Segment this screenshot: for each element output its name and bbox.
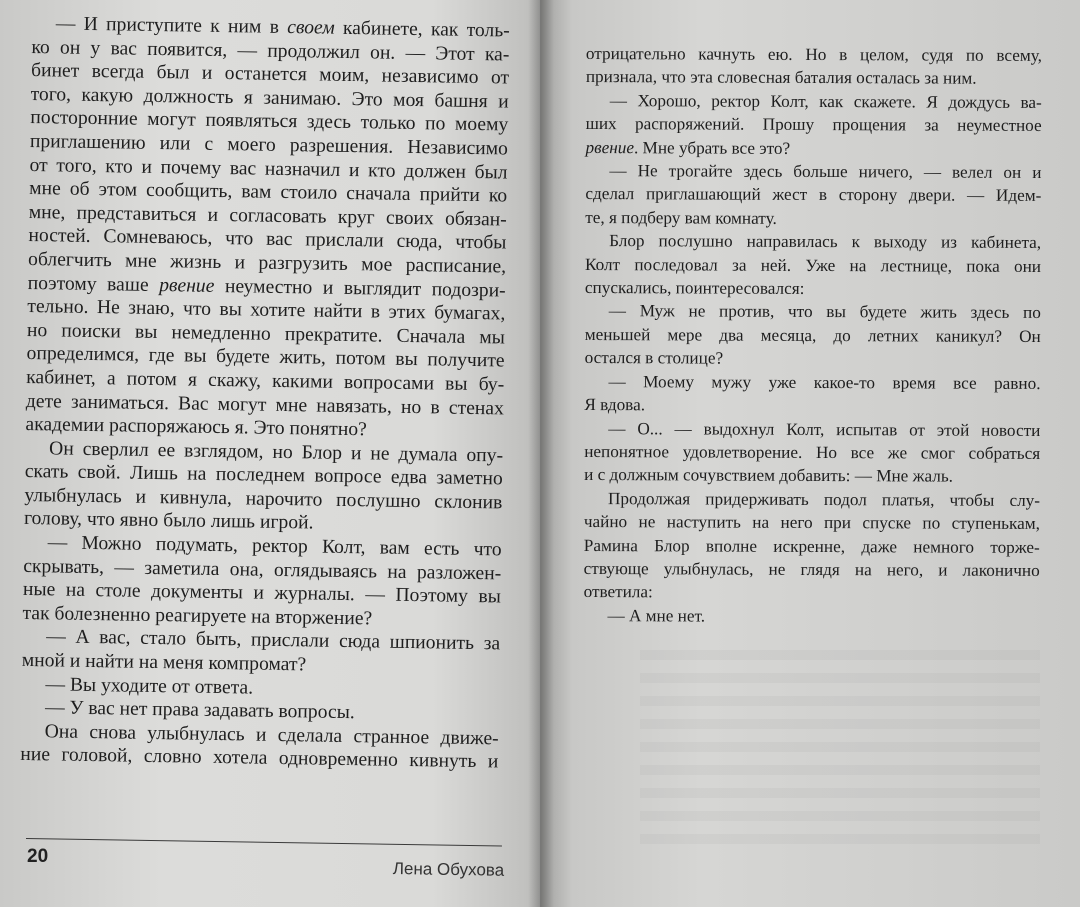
text-line: — Хорошо, ректор Колт, как скажете. Я дождусь ва- — [609, 90, 1042, 112]
author-name: Лена Обухова — [392, 859, 505, 880]
text-line: бинет всегда был и останется моим, независимо от — [30, 60, 510, 89]
right-page-text — [583, 42, 1042, 629]
text-line: облегчить мне жизнь и разгрузить мое расписание, — [27, 248, 507, 278]
text-line: меньшей мере два месяца, до летних каникул? Он — [584, 324, 1041, 346]
text-line: дете заниматься. Вас могут мне навязать, но в стенах — [25, 390, 504, 419]
text-line: сделал приглашающий жест в сторону двери. — Идем- — [585, 184, 1042, 206]
text-line: — Муж не против, что вы будете жить здесь по — [608, 301, 1041, 323]
text-line: непонятное удовлетворение. Но все же смог собраться — [584, 441, 1041, 463]
text-line: ствующе улыбнулась, не глядя на него, и лаконично — [583, 558, 1040, 580]
text-line: посторонние могут появляться здесь только по моему — [30, 107, 509, 136]
text-line: Она снова улыбнулась и сделала странное движе- — [44, 721, 499, 750]
text-line: ные на столе документы и журналы. — Поэтому вы — [22, 579, 502, 608]
text-line: приглашению или с моего разрешения. Независимо — [29, 130, 509, 160]
text-line: определимся, где вы будете жить, потом вы получите — [26, 343, 505, 372]
text-line: мной и найти на меня компромат? — [21, 649, 307, 676]
text-line: ответила: — [583, 582, 653, 602]
text-line: тельно. Не знаю, что вы хотите найти в этих бумагах, — [27, 296, 506, 325]
text-line: ших распоряжений. Прошу прощения за неуместное — [585, 114, 1042, 136]
text-line: Блор послушно направилась к выходу из кабинета, — [609, 231, 1042, 253]
text-line: поэтому ваше рвение неуместно и выглядит подозри- — [27, 272, 506, 302]
text-line: — Не трогайте здесь больше ничего, — велел он и — [609, 161, 1042, 183]
text-line: так болезненно реагируете на вторжение? — [22, 602, 373, 630]
text-line: — Вы уходите от ответа. — [45, 673, 254, 699]
text-line: мне об этом сообщить, вам стоило сначала прийти ко — [29, 178, 508, 207]
page-number: 20 — [27, 846, 49, 867]
text-line: отрицательно качнуть ею. Но в целом, судя по всему, — [585, 43, 1042, 65]
text-line: и с должным сочувствием добавить: — Мне жаль. — [584, 465, 954, 486]
text-line: того, какую должность я занимаю. Это моя башня и — [30, 83, 509, 113]
text-line: скать свой. Лишь на последнем вопросе едва заметно — [24, 461, 503, 490]
text-line: чайно не наступить на него при спуске по ступенькам, — [583, 512, 1040, 534]
text-line: Я вдова. — [584, 395, 646, 415]
show-through-text — [640, 650, 1040, 850]
text-line: Продолжая придерживать подол платья, чтобы слу- — [607, 488, 1041, 510]
text-line: — А мне нет. — [607, 605, 706, 626]
text-line: Колт последовал за ней. Уже на лестнице, пока они — [584, 254, 1042, 276]
text-line: — Можно подумать, ректор Колт, вам есть что — [47, 532, 502, 561]
text-line: Рамина Блор вполне искренне, даже немного торже- — [583, 535, 1040, 557]
text-line: академии распоряжаюсь я. Это понятно? — [25, 414, 367, 441]
text-line: рвение. Мне убрать все это? — [585, 137, 791, 158]
text-line: улыбнулась и кивнула, нарочито послушно склонив — [24, 484, 503, 514]
text-line: остался в столице? — [584, 348, 724, 368]
text-line: те, я подберу вам комнату. — [585, 207, 777, 228]
text-line: Он сверлил ее взглядом, но Блор и не думала опу- — [48, 438, 504, 467]
left-page-text — [20, 12, 510, 774]
text-line: ние головой, словно хотела одновременно кивнуть и — [20, 744, 499, 773]
text-line: кабинет, а потом я скажу, какими вопросами вы бу- — [26, 366, 505, 396]
text-line: от того, кто и почему вас назначил и кто должен был — [29, 154, 508, 184]
text-line: признала, что эта словесная баталия осталась за ним. — [585, 67, 977, 89]
text-line: голову, что явно было лишь игрой. — [23, 508, 314, 534]
text-line: спускались, поинтересовался: — [584, 278, 805, 299]
text-line: ностей. Сомневаюсь, что вас прислали сюда, чтобы — [28, 225, 507, 254]
text-line: — Моему мужу уже какое-то время все равно. — [608, 371, 1041, 393]
text-line: мне, представиться и согласовать круг своих обязан- — [28, 201, 507, 231]
text-line: но поиски вы немедленно прекратите. Сначала мы — [26, 319, 506, 349]
text-line: ко он у вас появится, — продолжил он. — Этот ка- — [31, 36, 510, 66]
book-gutter — [528, 0, 554, 907]
text-line: — У вас нет права задавать вопросы. — [44, 697, 355, 724]
text-line: скрывать, — заметила она, оглядываясь на разложен- — [23, 555, 502, 585]
text-line: — О... — выдохнул Колт, испытав от этой новости — [608, 418, 1041, 440]
text-line: — А вас, стало быть, прислали сюда шпионить за — [46, 626, 501, 655]
text-line: — И приступите к ним в своем кабинете, как толь- — [55, 13, 510, 42]
